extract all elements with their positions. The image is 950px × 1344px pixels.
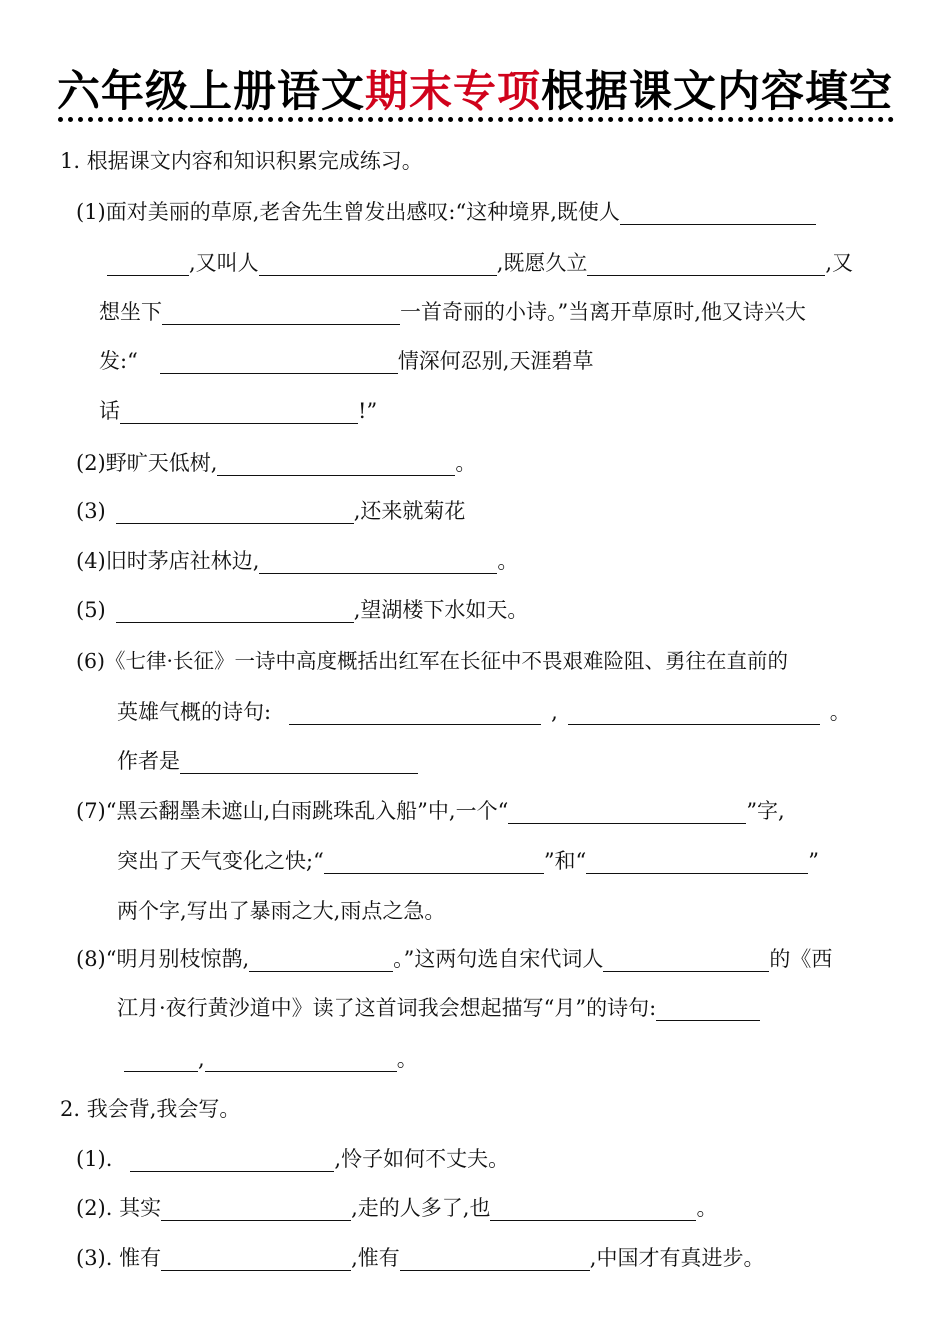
q2-3-line: (3). 惟有 ,惟有 ,中国才有真进步。 <box>76 1246 765 1270</box>
answer-blank[interactable] <box>586 849 808 874</box>
q1-2-line: (2)野旷天低树, 。 <box>76 451 477 475</box>
answer-blank[interactable] <box>656 996 760 1021</box>
answer-blank[interactable] <box>490 1196 696 1221</box>
q1-1-line-5: 话 !” <box>99 399 378 423</box>
q1-8-line-1: (8)“明月别枝惊鹊, 。”这两句选自宋代词人 的《西 <box>76 947 833 971</box>
q1-8-line-3: , 。 <box>124 1044 418 1074</box>
answer-blank[interactable] <box>205 1047 397 1072</box>
q1-6-line-1: (6)《七律·长征》一诗中高度概括出红军在长征中不畏艰难险阻、勇往在直前的 <box>76 649 789 673</box>
q2-2-line: (2). 其实 ,走的人多了,也 。 <box>76 1196 718 1220</box>
q1-4-line: (4)旧时茅店社林边, 。 <box>76 549 519 573</box>
question-1-heading: 1. 根据课文内容和知识积累完成练习。 <box>60 149 423 173</box>
dotted-divider <box>58 117 894 122</box>
title-part-3: 根据课文内容填空 <box>541 67 893 117</box>
answer-blank[interactable] <box>289 700 541 725</box>
answer-blank[interactable] <box>160 349 398 374</box>
q1-8-line-2: 江月·夜行黄沙道中》读了这首词我会想起描写“月”的诗句: <box>117 993 760 1023</box>
answer-blank[interactable] <box>161 1196 351 1221</box>
q1-3-line: (3) ,还来就菊花 <box>76 499 466 523</box>
page-title <box>0 58 950 119</box>
answer-blank[interactable] <box>116 499 354 524</box>
answer-blank[interactable] <box>217 451 455 476</box>
answer-blank[interactable] <box>107 251 189 276</box>
answer-blank[interactable] <box>259 549 497 574</box>
title-part-1: 六年级上册语文 <box>57 67 365 117</box>
answer-blank[interactable] <box>180 749 418 774</box>
answer-blank[interactable] <box>620 200 816 225</box>
answer-blank[interactable] <box>259 251 497 276</box>
q1-1-line-4: 发:“ 情深何忍别,天涯碧草 <box>99 349 594 373</box>
q2-1-line: (1). ,怜子如何不丈夫。 <box>76 1147 510 1171</box>
answer-blank[interactable] <box>124 1047 198 1072</box>
answer-blank[interactable] <box>161 1246 351 1271</box>
answer-blank[interactable] <box>508 799 746 824</box>
q1-7-line-2: 突出了天气变化之快;“ ”和“ ” <box>117 849 820 873</box>
q1-7-line-1: (7)“黑云翻墨未遮山,白雨跳珠乱入船”中,一个“ ”字, <box>76 799 785 823</box>
title-highlight: 期末专项 <box>365 67 541 117</box>
answer-blank[interactable] <box>249 947 393 972</box>
answer-blank[interactable] <box>120 399 358 424</box>
q1-6-line-3: 作者是 <box>117 746 418 776</box>
answer-blank[interactable] <box>568 700 820 725</box>
answer-blank[interactable] <box>324 849 544 874</box>
q1-7-line-3: 两个字,写出了暴雨之大,雨点之急。 <box>117 899 446 923</box>
q1-6-line-2: 英雄气概的诗句: , 。 <box>117 700 851 724</box>
answer-blank[interactable] <box>162 300 400 325</box>
answer-blank[interactable] <box>130 1147 334 1172</box>
q1-1-line-3: 想坐下 一首奇丽的小诗。”当离开草原时,他又诗兴大 <box>99 300 806 324</box>
answer-blank[interactable] <box>400 1246 590 1271</box>
answer-blank[interactable] <box>603 947 769 972</box>
q1-1-line-1: (1)面对美丽的草原,老舍先生曾发出感叹:“这种境界,既使人 <box>76 197 816 227</box>
q1-5-line: (5) ,望湖楼下水如天。 <box>76 598 529 622</box>
answer-blank[interactable] <box>587 251 825 276</box>
question-2-heading: 2. 我会背,我会写。 <box>60 1097 241 1121</box>
q1-1-line-2: ,又叫人 ,既愿久立 ,又 <box>107 248 853 278</box>
answer-blank[interactable] <box>116 598 354 623</box>
